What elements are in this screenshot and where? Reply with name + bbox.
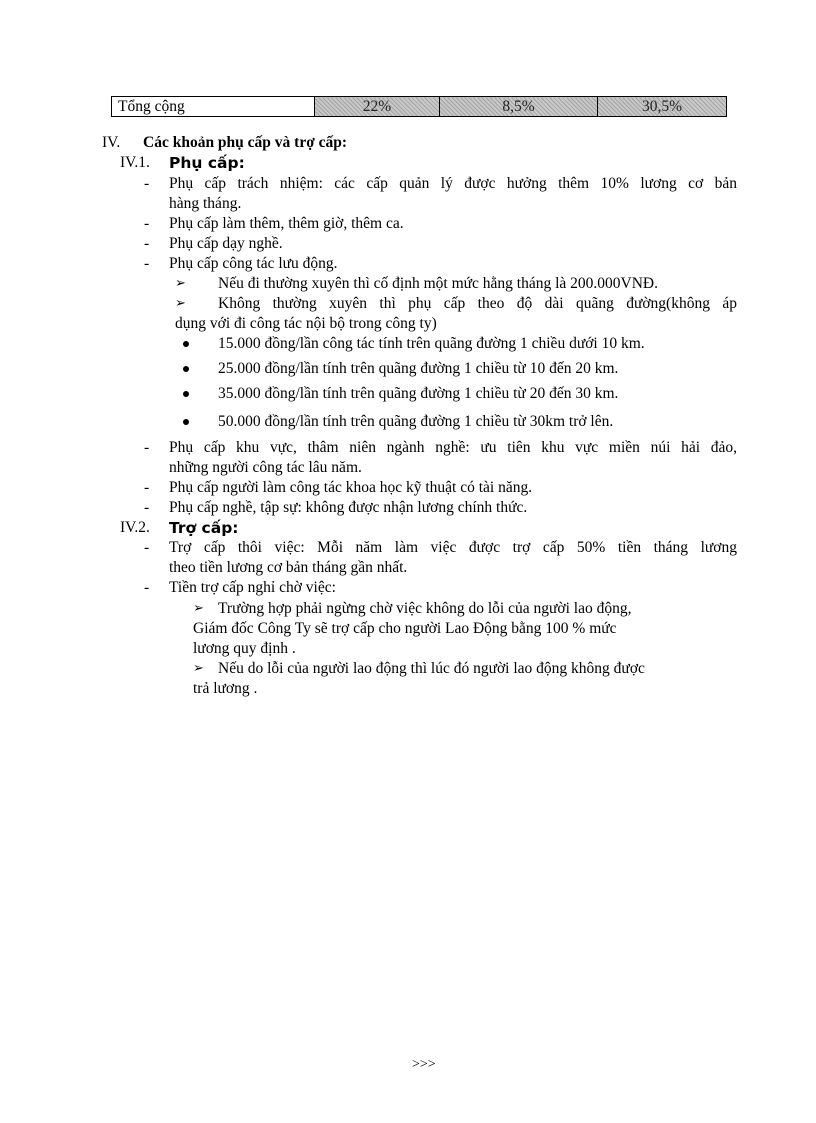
list-item: Phụ cấp làm thêm, thêm giờ, thêm ca.	[169, 215, 404, 232]
page-footer: >>>	[412, 1057, 436, 1072]
list-item: Phụ cấp trách nhiệm: các cấp quản lý được hưởng thêm 10% lương cơ bản	[169, 175, 737, 192]
list-item: Nếu do lỗi của người lao động thì lúc đó người lao động không được	[218, 660, 645, 677]
list-item: lương quy định .	[193, 640, 296, 657]
arrow-bullet-icon: ➢	[193, 601, 204, 616]
arrow-bullet-icon: ➢	[175, 276, 186, 291]
list-item: hàng tháng.	[169, 195, 242, 212]
section-number: IV.	[102, 134, 121, 151]
dash-marker: -	[144, 479, 150, 496]
list-item: Nếu đi thường xuyên thì cố định một mức hằng tháng là 200.000VNĐ.	[218, 275, 658, 292]
list-item: Không thường xuyên thì phụ cấp theo độ dài quãng đường(không áp	[218, 295, 737, 312]
dash-marker: -	[144, 579, 150, 596]
list-item: Phụ cấp dạy nghề.	[169, 235, 283, 252]
list-item: 15.000 đồng/lần công tác tính trên quãng đường 1 chiều dưới 10 km.	[218, 335, 645, 352]
subsection-title: Phụ cấp:	[169, 154, 245, 172]
list-item: Trợ cấp thôi việc: Mỗi năm làm việc được trợ cấp 50% tiền tháng lương	[169, 539, 737, 556]
section-title: Các khoản phụ cấp và trợ cấp:	[143, 134, 348, 151]
dash-marker: -	[144, 215, 150, 232]
bullet-icon	[183, 341, 189, 347]
list-item: Tiền trợ cấp nghỉ chờ việc:	[169, 579, 336, 596]
arrow-bullet-icon: ➢	[175, 296, 186, 311]
list-item: 35.000 đồng/lần tính trên quãng đường 1 chiều từ 20 đến 30 km.	[218, 385, 619, 402]
list-item: Trường hợp phải ngừng chờ việc không do lỗi của người lao động,	[218, 600, 632, 617]
dash-marker: -	[144, 439, 150, 456]
list-item: trả lương .	[193, 680, 258, 697]
list-item: dụng với đi công tác nội bộ trong công ty)	[175, 315, 437, 332]
bullet-icon	[183, 391, 189, 397]
list-item: Giám đốc Công Ty sẽ trợ cấp cho người Lao Động bằng 100 % mức	[193, 620, 617, 637]
bullet-icon	[183, 366, 189, 372]
arrow-bullet-icon: ➢	[193, 661, 204, 676]
table-row	[112, 97, 727, 117]
list-item: những người công tác lâu năm.	[169, 459, 362, 476]
bullet-icon	[183, 419, 189, 425]
dash-marker: -	[144, 235, 150, 252]
list-item: Phụ cấp người làm công tác khoa học kỹ thuật có tài năng.	[169, 479, 533, 496]
list-item: Phụ cấp công tác lưu động.	[169, 255, 338, 272]
total-value-2: 8,5%	[440, 97, 598, 117]
dash-marker: -	[144, 539, 150, 556]
list-item: Phụ cấp nghề, tập sự: không được nhận lương chính thức.	[169, 499, 528, 516]
list-item: 50.000 đồng/lần tính trên quãng đường 1 chiều từ 30km trở lên.	[218, 413, 614, 430]
subsection-number: IV.1.	[120, 154, 150, 171]
total-table	[111, 96, 727, 117]
total-value-3: 30,5%	[598, 97, 727, 117]
subsection-title: Trợ cấp:	[169, 519, 239, 537]
list-item: Phụ cấp khu vực, thâm niên ngành nghề: ưu tiên khu vực miền núi hải đảo,	[169, 439, 737, 456]
list-item: theo tiền lương cơ bản tháng gần nhất.	[169, 559, 408, 576]
dash-marker: -	[144, 175, 150, 192]
subsection-number: IV.2.	[120, 519, 150, 536]
list-item: 25.000 đồng/lần tính trên quãng đường 1 chiều từ 10 đến 20 km.	[218, 360, 619, 377]
dash-marker: -	[144, 499, 150, 516]
dash-marker: -	[144, 255, 150, 272]
total-value-1: 22%	[315, 97, 440, 117]
total-label: Tổng cộng	[112, 97, 315, 117]
